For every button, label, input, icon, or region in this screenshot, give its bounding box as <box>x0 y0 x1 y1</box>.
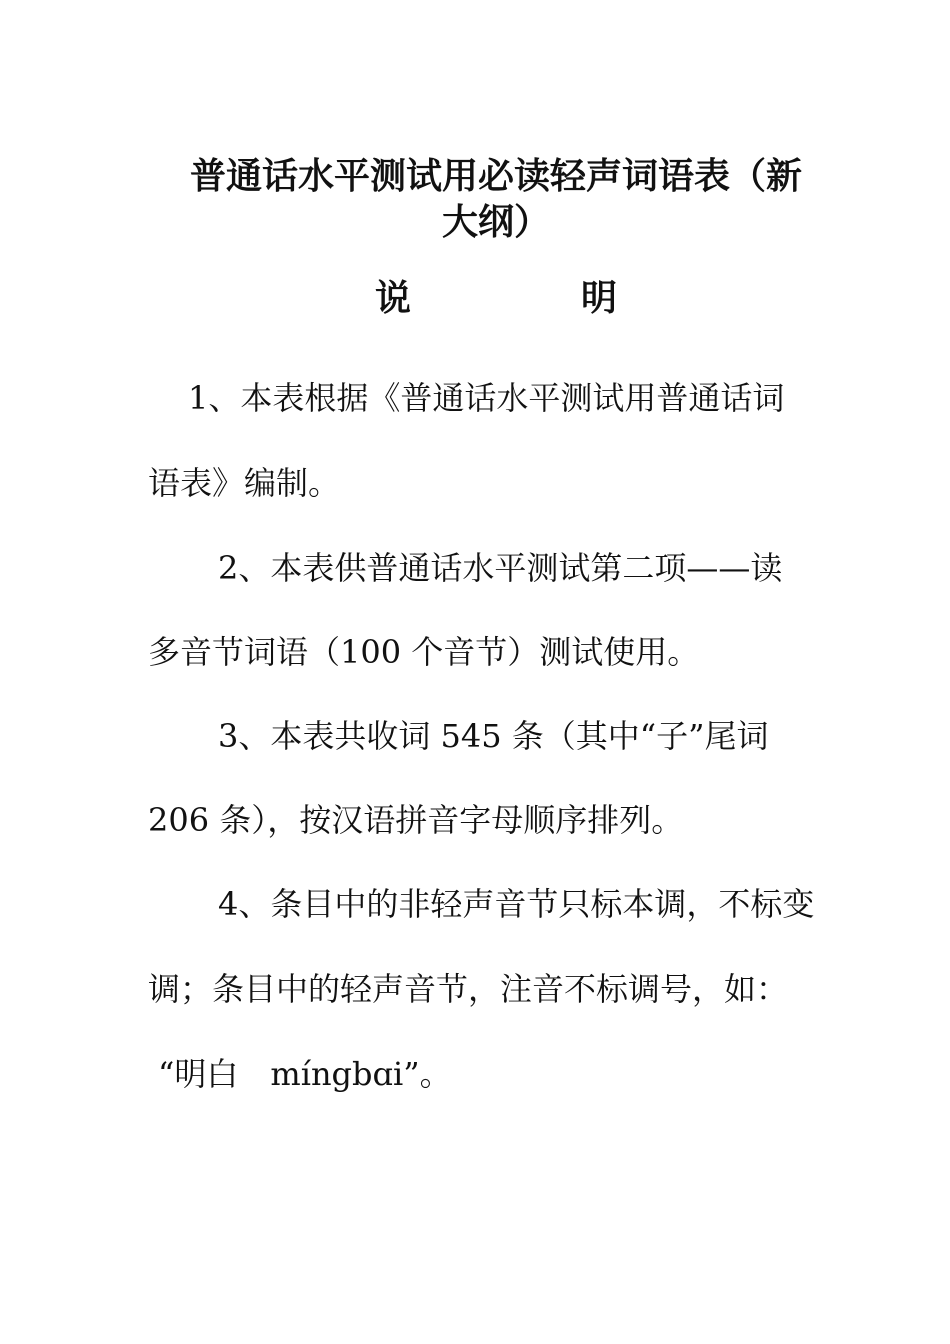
paragraph-2-line-2: 多音节词语（100 个音节）测试使用。 <box>148 633 700 671</box>
paragraph-1-line-1: 1、本表根据《普通话水平测试用普通话词 <box>188 379 785 417</box>
paragraph-4-line-2: 调；条目中的轻声音节，注音不标调号，如： <box>148 970 789 1008</box>
heading-char-left: 说 <box>374 277 411 319</box>
section-heading <box>140 276 852 320</box>
title-line-1: 普通话水平测试用必读轻声词语表（新 <box>189 155 802 197</box>
paragraph-4-line-3: “明白 míngbɑi”。 <box>158 1055 452 1093</box>
heading-char-right: 明 <box>581 277 618 319</box>
title-line-2: 大纲） <box>441 201 550 243</box>
paragraph-2-line-1: 2、本表供普通话水平测试第二项——读 <box>218 549 783 587</box>
paragraph-3-line-1: 3、本表共收词 545 条（其中“子”尾词 <box>218 717 769 755</box>
paragraph-1-line-2: 语表》编制。 <box>148 464 341 502</box>
paragraph-3-line-2: 206 条），按汉语拼音字母顺序排列。 <box>148 801 684 839</box>
paragraph-4-line-1: 4、条目中的非轻声音节只标本调，不标变 <box>218 885 815 923</box>
